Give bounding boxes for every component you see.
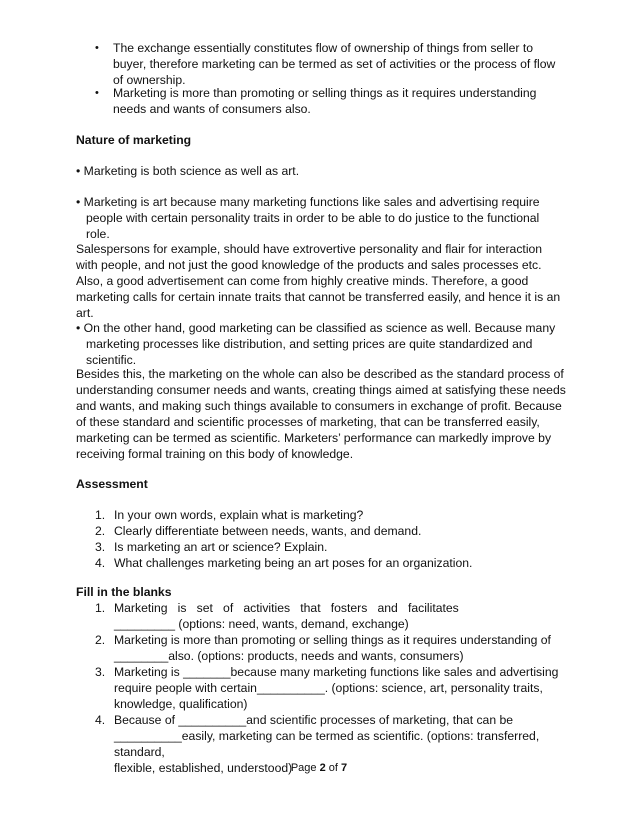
intro-bullet-2-text: Marketing is more than promoting or selling things as it requires understanding needs and wants of consumers also. xyxy=(113,86,537,116)
list-item: 4. Because of __________and scientific processes of marketing, that can be __________easily, marketing can be termed as scientific. (options: transferred, standard, flexible, established, understood) xyxy=(95,713,540,775)
bullet-marker: • xyxy=(76,321,81,335)
list-item: 2. Marketing is more than promoting or selling things as it requires understanding of ________also. (options: products, needs and wants, consumers) xyxy=(95,633,551,663)
list-item: 1. In your own words, explain what is marketing? xyxy=(95,508,364,522)
nature-paragraph-2: Besides this, the marketing on the whole can also be described as the standard process of understanding consumer needs and wants, creating things aimed at satisfying these needs and wants, and making such things available to consumers in exchange of profit. Because of these standard and scientific processes of marketing, that can be transferred easily, marketing can be termed as scientific. Marketers’ performance can markedly improve by receiving formal training on this body of knowledge. xyxy=(76,367,566,461)
bullet-marker: • xyxy=(76,164,81,178)
page-footer: Page 2 of 7 xyxy=(290,762,348,774)
list-item: 3. Is marketing an art or science? Explain. xyxy=(95,540,328,554)
intro-bullet-1-text: The exchange essentially constitutes flow of ownership of things from seller to buyer, therefore marketing can be termed as set of activities or the process of flow of ownership. xyxy=(113,41,556,87)
section-heading-nature: Nature of marketing xyxy=(76,133,192,147)
nature-point-3-text: On the other hand, good marketing can be classified as science as well. Because many marketing processes like distribution, and setting prices are quite standardized and scientific. xyxy=(83,321,556,367)
list-item: 3. Marketing is _______because many marketing functions like sales and advertising require people with certain__________. (options: science, art, personality traits, knowledge, qualification) xyxy=(95,665,559,711)
list-item: 1. Marketing is set of activities that fosters and facilitates _________ (options: need, wants, demand, exchange) xyxy=(95,601,459,631)
list-item: 4. What challenges marketing being an art poses for an organization. xyxy=(95,556,473,570)
bullet-marker: • xyxy=(76,195,81,209)
intro-bullet-2 xyxy=(95,85,557,117)
total-page-count: 7 xyxy=(341,762,348,774)
section-heading-assessment: Assessment xyxy=(76,477,148,491)
nature-paragraph-1: Salespersons for example, should have extrovertive personality and flair for interaction with people, and not just the good knowledge of the products and sales processes etc. Also, a good advertisement can come from highly creative minds. Therefore, a good marketing calls for certain innate traits that cannot be transferred easily, and hence it is an art. xyxy=(76,242,561,320)
intro-bullet-1 xyxy=(95,40,557,88)
bullet-marker: • xyxy=(95,87,99,99)
nature-point-1-text: Marketing is both science as well as art. xyxy=(83,164,300,178)
list-item: 2. Clearly differentiate between needs, wants, and demand. xyxy=(95,524,422,538)
section-heading-fill-blanks: Fill in the blanks xyxy=(76,585,172,599)
nature-point-3 xyxy=(76,320,566,368)
nature-point-2 xyxy=(76,194,566,242)
assessment-list xyxy=(95,507,565,571)
nature-point-2-text: Marketing is art because many marketing functions like sales and advertising require people with certain personality traits in order to be able to do justice to the functional role. xyxy=(83,195,540,241)
current-page-number: 2 xyxy=(319,762,326,774)
nature-point-1 xyxy=(76,163,566,179)
fill-blanks-list xyxy=(95,600,565,776)
bullet-marker: • xyxy=(95,42,99,54)
